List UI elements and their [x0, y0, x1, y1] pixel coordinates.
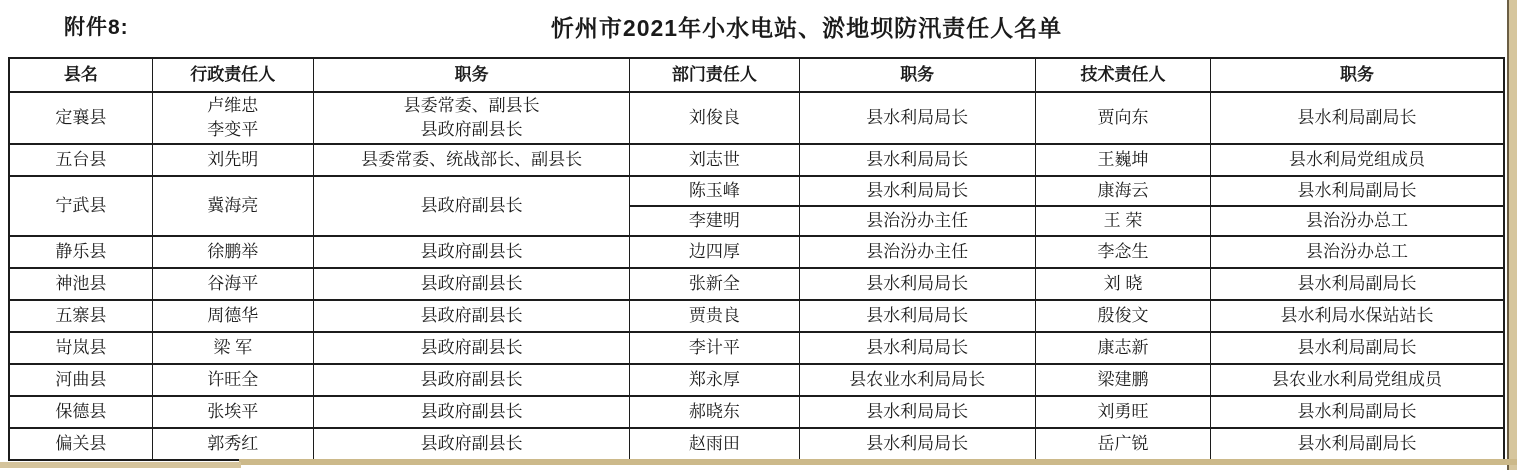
dept-title-cell-text: 县水利局局长: [866, 402, 969, 421]
dept-title-cell-text: 县水利局局长: [866, 434, 969, 453]
admin-name-cell-text: 郭秀红: [207, 434, 259, 453]
tech-title-cell: [1211, 428, 1504, 460]
admin-title-cell: [313, 364, 629, 396]
admin-name-cell-text: 李变平: [207, 120, 259, 139]
column-header: [1211, 58, 1504, 92]
admin-name-cell: [152, 236, 313, 268]
tech-name-cell-text: 王巍坤: [1097, 150, 1149, 169]
attachment-label: 附件8:: [64, 16, 129, 39]
table-body: [9, 92, 1504, 460]
dept-name-cell: [630, 268, 799, 300]
tech-name-cell: [1035, 92, 1210, 144]
county-cell-text: 五寨县: [55, 306, 107, 325]
county-cell-text: 岢岚县: [55, 338, 107, 357]
dept-title-cell: [799, 176, 1035, 206]
column-header-text: 县名: [63, 65, 98, 84]
dept-title-cell: [799, 364, 1035, 396]
admin-title-cell-text: 县政府副县长: [420, 434, 523, 453]
tech-name-cell: [1035, 428, 1210, 460]
tech-title-cell-text: 县水利局副局长: [1297, 338, 1417, 357]
dept-name-cell-text: 赵雨田: [688, 434, 740, 453]
column-header: [799, 58, 1035, 92]
admin-title-cell-text: 县政府副县长: [420, 402, 523, 421]
page-edge-strip: [1509, 0, 1517, 470]
county-cell-text: 河曲县: [55, 370, 107, 389]
county-cell-text: 五台县: [55, 150, 107, 169]
admin-name-cell-text: 谷海平: [207, 274, 259, 293]
bottom-scan-bar: [239, 459, 1517, 465]
dept-name-cell-text: 边四厚: [688, 242, 740, 261]
dept-title-cell: [799, 268, 1035, 300]
admin-title-cell: [313, 396, 629, 428]
tech-name-cell-text: 康志新: [1097, 338, 1149, 357]
dept-name-cell: [630, 144, 799, 176]
admin-name-cell: [152, 268, 313, 300]
admin-title-cell-text: 县政府副县长: [420, 338, 523, 357]
county-cell-text: 静乐县: [55, 242, 107, 261]
tech-name-cell-text: 康海云: [1097, 181, 1149, 200]
table-row: [9, 428, 1504, 460]
tech-name-cell: [1035, 236, 1210, 268]
dept-title-cell-text: 县水利局局长: [866, 338, 969, 357]
admin-name-cell-text: 张埃平: [207, 402, 259, 421]
tech-name-cell-text: 李念生: [1097, 242, 1149, 261]
admin-title-cell: [313, 428, 629, 460]
admin-title-cell-text: 县政府副县长: [420, 306, 523, 325]
tech-name-cell-text: 王 荣: [1103, 211, 1143, 230]
column-header-text: 部门责任人: [671, 65, 757, 84]
admin-name-cell-text: 周德华: [207, 306, 259, 325]
admin-title-cell: [313, 268, 629, 300]
column-header: [9, 58, 152, 92]
dept-name-cell-text: 贾贵良: [688, 306, 740, 325]
admin-name-cell-text: 许旺全: [207, 370, 259, 389]
admin-title-cell-text: 县政府副县长: [420, 274, 523, 293]
tech-name-cell-text: 贾向东: [1097, 108, 1149, 127]
dept-name-cell-text: 刘俊良: [688, 108, 740, 127]
dept-name-cell: [630, 364, 799, 396]
tech-name-cell-text: 岳广锐: [1097, 434, 1149, 453]
tech-name-cell: [1035, 176, 1210, 206]
tech-title-cell: [1211, 396, 1504, 428]
table-row: [9, 364, 1504, 396]
county-cell: [9, 332, 152, 364]
tech-name-cell-text: 梁建鹏: [1097, 370, 1149, 389]
admin-title-cell-text: 县政府副县长: [420, 370, 523, 389]
tech-title-cell: [1211, 92, 1504, 144]
county-cell-text: 宁武县: [55, 196, 107, 215]
tech-name-cell: [1035, 396, 1210, 428]
column-header-text: 职务: [454, 65, 489, 84]
tech-title-cell: [1211, 206, 1504, 236]
dept-name-cell-text: 张新全: [688, 274, 740, 293]
admin-title-cell: [313, 176, 629, 236]
dept-title-cell-text: 县水利局局长: [866, 274, 969, 293]
dept-title-cell: [799, 92, 1035, 144]
table-row: [9, 176, 1504, 206]
tech-name-cell: [1035, 364, 1210, 396]
tech-title-cell: [1211, 300, 1504, 332]
tech-name-cell-text: 刘勇旺: [1097, 402, 1149, 421]
dept-name-cell-text: 刘志世: [688, 150, 740, 169]
county-cell: [9, 236, 152, 268]
page-title: 忻州市2021年小水电站、淤地坝防汛责任人名单: [550, 15, 1063, 41]
admin-title-cell-text: 县委常委、统战部长、副县长: [361, 150, 583, 169]
admin-name-cell: [152, 332, 313, 364]
column-header: [1035, 58, 1210, 92]
dept-title-cell-text: 县水利局局长: [866, 306, 969, 325]
dept-title-cell-text: 县水利局局长: [866, 108, 969, 127]
county-cell: [9, 176, 152, 236]
table-row: [9, 236, 1504, 268]
tech-title-cell: [1211, 268, 1504, 300]
admin-title-cell-text: 县委常委、副县长: [403, 96, 540, 115]
county-cell: [9, 92, 152, 144]
county-cell: [9, 268, 152, 300]
column-header-text: 技术责任人: [1080, 65, 1166, 84]
dept-title-cell: [799, 396, 1035, 428]
admin-name-cell-text: 冀海亮: [207, 196, 259, 215]
column-header: [152, 58, 313, 92]
admin-title-cell: [313, 236, 629, 268]
dept-title-cell: [799, 332, 1035, 364]
column-header-text: 职务: [900, 65, 935, 84]
admin-name-cell: [152, 364, 313, 396]
dept-name-cell: [630, 176, 799, 206]
tech-name-cell: [1035, 300, 1210, 332]
admin-name-cell: [152, 396, 313, 428]
dept-name-cell: [630, 300, 799, 332]
tech-title-cell-text: 县农业水利局党组成员: [1272, 370, 1443, 389]
table-row: [9, 332, 1504, 364]
tech-title-cell-text: 县水利局副局长: [1297, 434, 1417, 453]
admin-title-cell-text: 县政府副县长: [420, 120, 523, 139]
tech-title-cell: [1211, 236, 1504, 268]
tech-name-cell-text: 刘 晓: [1103, 274, 1143, 293]
admin-name-cell: [152, 144, 313, 176]
admin-title-cell-text: 县政府副县长: [420, 196, 523, 215]
admin-title-cell: [313, 144, 629, 176]
table-row: [9, 268, 1504, 300]
tech-name-cell-text: 殷俊文: [1097, 306, 1149, 325]
column-header: [313, 58, 629, 92]
admin-title-cell-text: 县政府副县长: [420, 242, 523, 261]
dept-name-cell: [630, 396, 799, 428]
dept-name-cell-text: 李建明: [688, 211, 740, 230]
column-header-text: 行政责任人: [190, 65, 276, 84]
tech-title-cell-text: 县治汾办总工: [1306, 242, 1409, 261]
table-row: [9, 300, 1504, 332]
dept-name-cell: [630, 206, 799, 236]
tech-title-cell-text: 县水利局副局长: [1297, 108, 1417, 127]
tech-title-cell-text: 县治汾办总工: [1306, 211, 1409, 230]
county-cell: [9, 428, 152, 460]
county-cell-text: 神池县: [55, 274, 107, 293]
county-cell-text: 定襄县: [55, 108, 107, 127]
admin-title-cell: [313, 92, 629, 144]
table-row: [9, 396, 1504, 428]
tech-name-cell: [1035, 144, 1210, 176]
dept-title-cell: [799, 144, 1035, 176]
admin-name-cell-text: 梁 军: [213, 338, 253, 357]
county-cell: [9, 364, 152, 396]
dept-title-cell-text: 县治汾办主任: [866, 242, 969, 261]
tech-title-cell: [1211, 176, 1504, 206]
table-row: [9, 92, 1504, 144]
table-header: [9, 58, 1504, 92]
dept-title-cell-text: 县水利局局长: [866, 181, 969, 200]
bottom-scan-bar-left: [0, 462, 241, 468]
tech-name-cell: [1035, 268, 1210, 300]
tech-title-cell-text: 县水利局水保站站长: [1280, 306, 1434, 325]
admin-name-cell-text: 刘先明: [207, 150, 259, 169]
admin-name-cell: [152, 428, 313, 460]
dept-title-cell: [799, 206, 1035, 236]
column-header-text: 职务: [1340, 65, 1375, 84]
dept-title-cell: [799, 236, 1035, 268]
county-cell: [9, 396, 152, 428]
dept-name-cell: [630, 236, 799, 268]
responsibility-roster-table: [8, 57, 1505, 461]
admin-name-cell: [152, 176, 313, 236]
tech-title-cell: [1211, 364, 1504, 396]
admin-title-cell: [313, 332, 629, 364]
dept-title-cell-text: 县水利局局长: [866, 150, 969, 169]
dept-name-cell-text: 郑永厚: [688, 370, 740, 389]
tech-name-cell: [1035, 332, 1210, 364]
dept-name-cell: [630, 428, 799, 460]
county-cell-text: 偏关县: [55, 434, 107, 453]
dept-name-cell-text: 陈玉峰: [688, 181, 740, 200]
tech-title-cell: [1211, 144, 1504, 176]
county-cell-text: 保德县: [55, 402, 107, 421]
admin-title-cell: [313, 300, 629, 332]
admin-name-cell-text: 卢维忠: [207, 96, 259, 115]
dept-name-cell-text: 李计平: [688, 338, 740, 357]
tech-title-cell-text: 县水利局副局长: [1297, 181, 1417, 200]
tech-title-cell-text: 县水利局副局长: [1297, 402, 1417, 421]
table-header-row: [9, 58, 1504, 92]
tech-title-cell: [1211, 332, 1504, 364]
dept-name-cell: [630, 332, 799, 364]
dept-title-cell-text: 县农业水利局局长: [849, 370, 986, 389]
dept-title-cell: [799, 300, 1035, 332]
admin-name-cell: [152, 300, 313, 332]
county-cell: [9, 144, 152, 176]
admin-name-cell-text: 徐鹏举: [207, 242, 259, 261]
county-cell: [9, 300, 152, 332]
tech-name-cell: [1035, 206, 1210, 236]
dept-name-cell: [630, 92, 799, 144]
table-row: [9, 144, 1504, 176]
admin-name-cell: [152, 92, 313, 144]
column-header: [630, 58, 799, 92]
dept-title-cell: [799, 428, 1035, 460]
dept-title-cell-text: 县治汾办主任: [866, 211, 969, 230]
tech-title-cell-text: 县水利局副局长: [1297, 274, 1417, 293]
dept-name-cell-text: 郝晓东: [688, 402, 740, 421]
tech-title-cell-text: 县水利局党组成员: [1289, 150, 1426, 169]
